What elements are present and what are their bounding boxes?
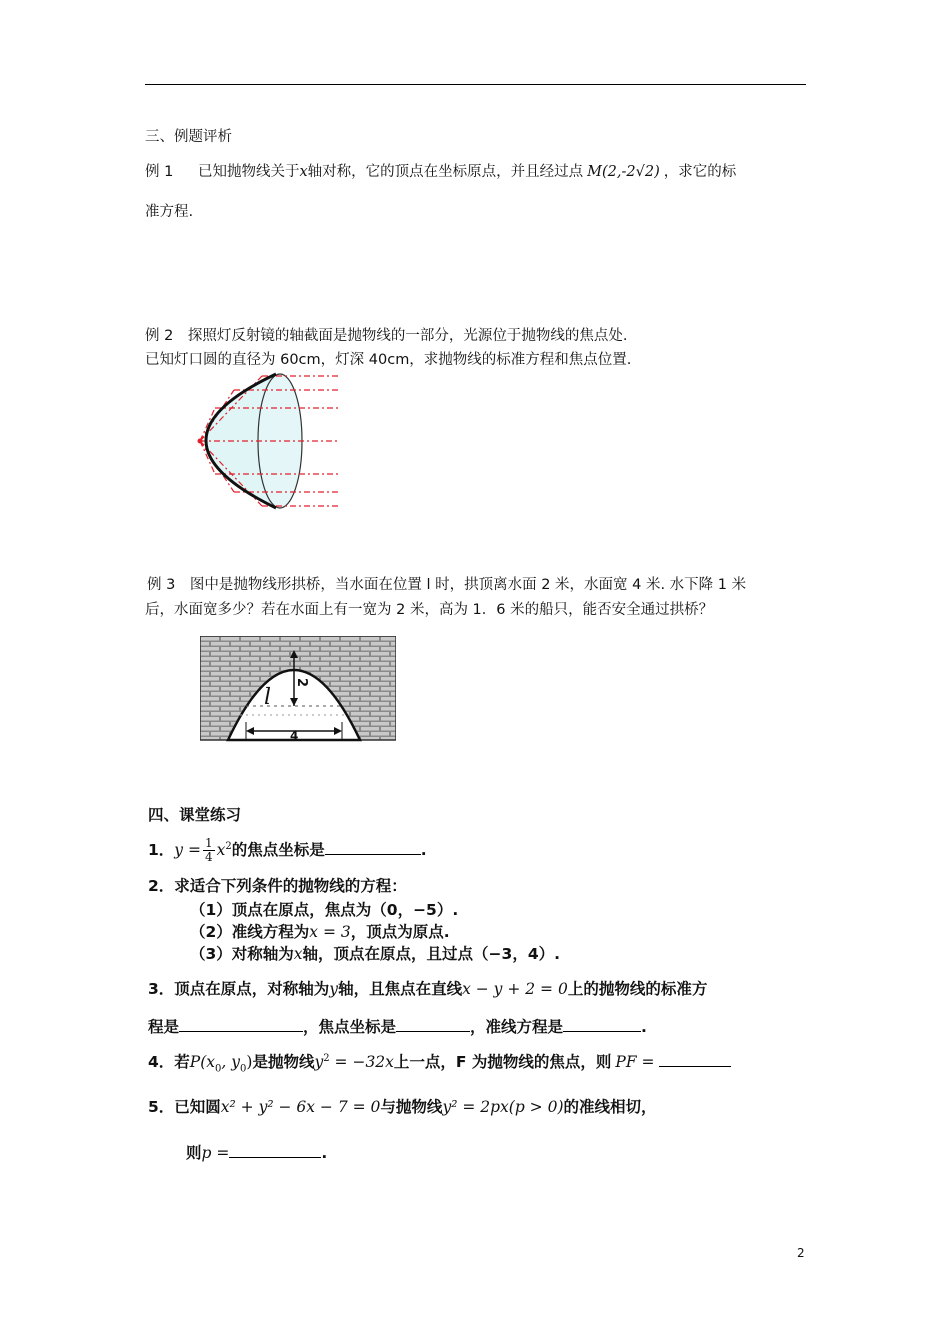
answer-blank-4[interactable] [659, 1052, 731, 1067]
example3-line1: 例 3 图中是抛物线形拱桥，当水面在位置 l 时，拱顶离水面 2 米，水面宽 4 米. 水下降 1 米 [147, 577, 747, 593]
example1-line2: 准方程. [145, 204, 194, 220]
answer-blank-3a[interactable] [179, 1017, 303, 1032]
exercise-2-title: 2．求适合下列条件的抛物线的方程： [148, 877, 407, 895]
section4-heading: 四、课堂练习 [148, 806, 242, 824]
page-number: 2 [797, 1246, 805, 1260]
exercise-3-line1: 3．顶点在原点，对称轴为y轴，且焦点在直线x − y + 2 = 0上的抛物线的标准方 [148, 980, 708, 998]
exercise-2-part1: （1）顶点在原点，焦点为（0，−5）. [190, 901, 459, 919]
exercise-3-line2: 程是 ，焦点坐标是 ，准线方程是 . [148, 1018, 647, 1036]
exercise-4: 4．若$P(x_0$, $y_0$)是抛物线$y^2 = -32x$上一点，F 为抛物线的焦点，则 PF = [148, 1048, 731, 1080]
answer-blank-1[interactable] [325, 840, 421, 855]
exercise-2-part2: （2）准线方程为x = 3，顶点为原点. [190, 923, 450, 941]
answer-blank-3c[interactable] [563, 1017, 641, 1032]
answer-blank-3b[interactable] [396, 1017, 470, 1032]
example2-line1: 例 2 探照灯反射镜的轴截面是抛物线的一部分，光源位于抛物线的焦点处. [145, 328, 628, 344]
exercise-5-line1: 5．已知圆x² + y² − 6x − 7 = 0与抛物线y² = 2px(p > 0)的准线相切， [148, 1098, 657, 1116]
example1-line1: 例 1 已知抛物线关于x轴对称，它的顶点在坐标原点，并且经过点 M(2,-2√2) ，求它的标 [145, 164, 737, 180]
example1-label: 例 1 [145, 164, 174, 180]
arch-water-label: l [264, 685, 272, 710]
exercise-2-part3: （3）对称轴为x轴，顶点在原点，且过点（−3，4）. [190, 945, 560, 963]
example3-line2: 后，水面宽多少？若在水面上有一宽为 2 米，高为 1．6 米的船只，能否安全通过拱桥？ [145, 602, 714, 618]
arch-height-label: 2 [294, 678, 309, 688]
exercise-5-line2: 则p = . [186, 1144, 328, 1162]
header-rule [145, 84, 806, 85]
answer-blank-5[interactable] [229, 1143, 321, 1158]
arch-bridge-figure [200, 636, 396, 742]
example2-line2: 已知灯口圆的直径为 60cm，灯深 40cm，求抛物线的标准方程和焦点位置. [145, 352, 632, 368]
exercise-1: 1．y = $\frac{1}{4}$ $x^2$的焦点坐标是 . [148, 836, 427, 865]
arch-width-label: 4 [290, 729, 299, 742]
searchlight-figure [170, 368, 350, 516]
section3-heading: 三、例题评析 [145, 129, 232, 145]
point-m: M(2,-2√2) [587, 164, 660, 180]
